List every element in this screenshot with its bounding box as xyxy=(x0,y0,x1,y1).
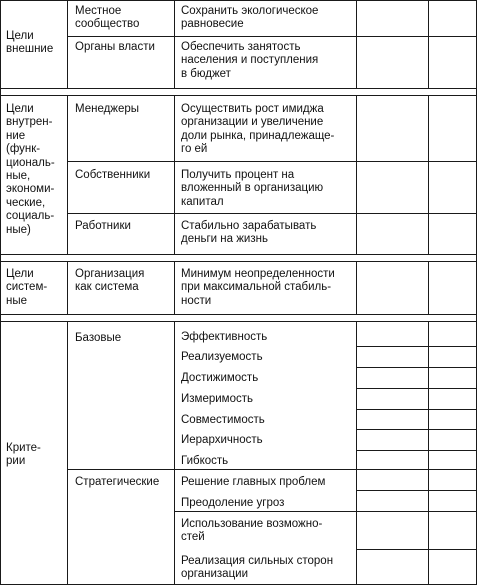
external-goals-title: Цели внешние xyxy=(6,30,54,56)
table-rule xyxy=(67,0,68,89)
table-rule xyxy=(67,161,477,162)
systemic-goals-title: Цели систем- ные xyxy=(6,268,48,307)
goal-managers: Осуществить рост имиджа организации и увеличение доли рынка, принадлежаще- го ей xyxy=(181,103,335,156)
table-rule xyxy=(356,95,357,255)
goal-employment: Обеспечить занятость населения и поступления в бюджет xyxy=(181,41,319,80)
table-rule xyxy=(0,321,477,322)
table-rule xyxy=(174,95,175,255)
table-rule xyxy=(67,261,68,315)
table-rule xyxy=(0,95,477,96)
table-rule xyxy=(0,0,477,1)
criterion-feasibility: Реализуемость xyxy=(181,351,263,363)
subject-authorities: Органы власти xyxy=(75,41,155,53)
table-rule xyxy=(356,388,477,389)
subject-owners: Собственники xyxy=(75,169,151,181)
table-rule xyxy=(356,450,477,451)
strategic-criteria-label: Стратегические xyxy=(75,476,160,488)
table-rule xyxy=(67,36,477,37)
table-rule xyxy=(67,469,477,470)
table-rule xyxy=(356,261,357,315)
table-rule xyxy=(356,367,477,368)
table-rule xyxy=(67,321,68,585)
subject-workers: Работники xyxy=(75,220,131,232)
criterion-using-opportunities: Использование возможно- стей xyxy=(181,518,323,544)
table-rule xyxy=(0,314,477,315)
table-rule xyxy=(356,429,477,430)
goal-ecological-balance: Сохранить экологическое равновесие xyxy=(181,5,319,31)
base-criteria-label: Базовые xyxy=(75,332,122,344)
table-rule xyxy=(356,549,477,550)
criterion-achievability: Достижимость xyxy=(181,372,259,384)
criterion-efficiency: Эффективность xyxy=(181,331,268,343)
table-rule xyxy=(428,95,429,255)
table-rule xyxy=(174,511,477,512)
table-rule xyxy=(174,0,175,89)
criteria-title: Крите- рии xyxy=(6,442,41,468)
criterion-hierarchy: Иерархичность xyxy=(181,434,263,446)
table-rule xyxy=(174,261,175,315)
table-rule xyxy=(356,409,477,410)
goal-minimum-uncertainty: Минимум неопределенности при максимальной стабиль- ности xyxy=(181,268,335,307)
criterion-overcoming-threats: Преодоление угроз xyxy=(181,497,285,509)
goal-workers: Стабильно зарабатывать деньги на жизнь xyxy=(181,220,317,246)
criterion-measurability: Измеримость xyxy=(181,393,253,405)
table-rule xyxy=(0,254,477,255)
criterion-flexibility: Гибкость xyxy=(181,455,229,467)
table-rule xyxy=(67,95,68,255)
subject-local-community: Местное сообщество xyxy=(75,5,140,31)
table-rule xyxy=(356,490,477,491)
table-rule xyxy=(67,213,477,214)
criterion-compatibility: Совместимость xyxy=(181,414,265,426)
goal-owners: Получить процент на вложенный в организацию капитал xyxy=(181,169,324,208)
table-rule xyxy=(428,261,429,315)
subject-managers: Менеджеры xyxy=(75,103,140,115)
subject-organization-system: Организация как система xyxy=(75,268,145,294)
table-rule xyxy=(174,321,175,585)
internal-goals-title: Цели внутрен- ние (функ- циональ- ные, экономи- ческие, социаль- ные) xyxy=(6,103,55,236)
table-rule xyxy=(428,0,429,89)
criterion-main-problems: Решение главных проблем xyxy=(181,476,326,488)
table-rule xyxy=(356,0,357,89)
table-rule xyxy=(0,261,477,262)
table-rule xyxy=(356,346,477,347)
table-rule xyxy=(356,321,357,585)
criterion-strengths: Реализация сильных сторон организации xyxy=(181,555,334,581)
table-rule xyxy=(0,88,477,89)
table-rule xyxy=(428,321,429,585)
